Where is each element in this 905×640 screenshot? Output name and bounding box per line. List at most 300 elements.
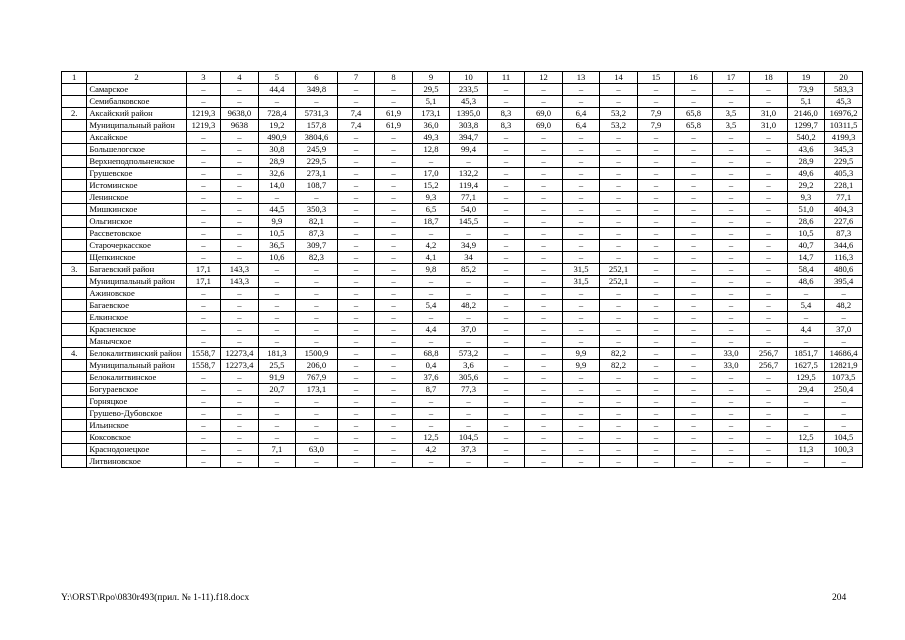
table-row — [62, 132, 863, 144]
value-cell: – — [637, 180, 675, 192]
value-cell: 5,4 — [787, 300, 825, 312]
value-cell: – — [675, 240, 713, 252]
value-cell: – — [487, 96, 525, 108]
value-cell: – — [525, 312, 563, 324]
value-cell: – — [675, 300, 713, 312]
value-cell: 32,6 — [258, 168, 296, 180]
value-cell: – — [337, 372, 375, 384]
value-cell: – — [525, 288, 563, 300]
value-cell: – — [675, 408, 713, 420]
value-cell: 53,2 — [600, 120, 638, 132]
value-cell: 344,6 — [825, 240, 863, 252]
value-cell: 34,9 — [450, 240, 488, 252]
value-cell: – — [562, 228, 600, 240]
table-row — [62, 264, 863, 276]
value-cell: 20,7 — [258, 384, 296, 396]
value-cell: – — [296, 456, 338, 468]
value-cell: – — [375, 216, 413, 228]
value-cell: 7,4 — [337, 108, 375, 120]
value-cell: – — [296, 432, 338, 444]
value-cell: – — [750, 336, 788, 348]
value-cell: – — [337, 264, 375, 276]
value-cell: 4,2 — [412, 240, 450, 252]
value-cell: – — [675, 204, 713, 216]
value-cell: – — [221, 372, 259, 384]
header-cell: 17 — [712, 72, 750, 84]
value-cell: 206,0 — [296, 360, 338, 372]
value-cell: – — [712, 228, 750, 240]
value-cell: – — [375, 180, 413, 192]
table-row — [62, 456, 863, 468]
row-number-cell — [62, 300, 87, 312]
value-cell: – — [675, 144, 713, 156]
page-number: 204 — [832, 593, 847, 603]
value-cell: – — [562, 396, 600, 408]
value-cell: 143,3 — [221, 264, 259, 276]
value-cell: – — [525, 180, 563, 192]
value-cell: – — [337, 204, 375, 216]
value-cell: – — [750, 288, 788, 300]
header-cell: 9 — [412, 72, 450, 84]
value-cell: – — [450, 156, 488, 168]
value-cell: – — [675, 228, 713, 240]
value-cell: – — [675, 336, 713, 348]
value-cell: – — [675, 432, 713, 444]
territory-name-cell: Ильинское — [87, 420, 186, 432]
value-cell: – — [450, 420, 488, 432]
value-cell: – — [637, 408, 675, 420]
value-cell: 129,5 — [787, 372, 825, 384]
value-cell: – — [186, 384, 220, 396]
header-cell: 4 — [221, 72, 259, 84]
value-cell: – — [525, 324, 563, 336]
value-cell: 309,7 — [296, 240, 338, 252]
row-number-cell — [62, 228, 87, 240]
value-cell: – — [600, 372, 638, 384]
value-cell: – — [712, 420, 750, 432]
value-cell: – — [186, 144, 220, 156]
value-cell: – — [750, 420, 788, 432]
value-cell: – — [375, 84, 413, 96]
value-cell: – — [675, 96, 713, 108]
value-cell: 30,8 — [258, 144, 296, 156]
value-cell: 9,3 — [412, 192, 450, 204]
row-number-cell — [62, 216, 87, 228]
value-cell: – — [337, 216, 375, 228]
value-cell: – — [221, 396, 259, 408]
value-cell: – — [750, 192, 788, 204]
value-cell: 12821,9 — [825, 360, 863, 372]
value-cell: 480,6 — [825, 264, 863, 276]
value-cell: 395,4 — [825, 276, 863, 288]
value-cell: – — [712, 240, 750, 252]
table-row — [62, 168, 863, 180]
value-cell: – — [750, 444, 788, 456]
row-number-cell: 3. — [62, 264, 87, 276]
value-cell: 69,0 — [525, 108, 563, 120]
value-cell: – — [637, 396, 675, 408]
value-cell: – — [296, 192, 338, 204]
value-cell: – — [450, 276, 488, 288]
value-cell: – — [600, 396, 638, 408]
value-cell: – — [637, 456, 675, 468]
value-cell: – — [712, 444, 750, 456]
value-cell: 3,5 — [712, 120, 750, 132]
value-cell: – — [675, 288, 713, 300]
value-cell: 173,1 — [412, 108, 450, 120]
value-cell: – — [221, 408, 259, 420]
table-row — [62, 216, 863, 228]
value-cell: – — [337, 456, 375, 468]
value-cell: – — [600, 96, 638, 108]
value-cell: – — [750, 144, 788, 156]
value-cell: 77,1 — [825, 192, 863, 204]
value-cell: – — [258, 408, 296, 420]
value-cell: – — [375, 276, 413, 288]
value-cell: – — [412, 288, 450, 300]
value-cell: – — [375, 312, 413, 324]
value-cell: – — [221, 240, 259, 252]
value-cell: – — [186, 96, 220, 108]
value-cell: – — [258, 396, 296, 408]
value-cell: – — [637, 84, 675, 96]
value-cell: 767,9 — [296, 372, 338, 384]
value-cell: – — [525, 84, 563, 96]
value-cell: – — [675, 192, 713, 204]
value-cell: – — [750, 204, 788, 216]
value-cell: 143,3 — [221, 276, 259, 288]
value-cell: 87,3 — [825, 228, 863, 240]
row-number-cell — [62, 372, 87, 384]
value-cell: 9638,0 — [221, 108, 259, 120]
value-cell: – — [600, 156, 638, 168]
value-cell: – — [750, 276, 788, 288]
value-cell: – — [450, 228, 488, 240]
value-cell: 8,7 — [412, 384, 450, 396]
value-cell: – — [221, 144, 259, 156]
value-cell: 82,2 — [600, 348, 638, 360]
value-cell: 44,4 — [258, 84, 296, 96]
value-cell: – — [221, 204, 259, 216]
value-cell: – — [487, 168, 525, 180]
value-cell: – — [562, 96, 600, 108]
value-cell: – — [337, 168, 375, 180]
value-cell: – — [296, 336, 338, 348]
header-cell: 3 — [186, 72, 220, 84]
value-cell: – — [750, 372, 788, 384]
value-cell: 77,3 — [450, 384, 488, 396]
value-cell: – — [525, 276, 563, 288]
value-cell: – — [787, 336, 825, 348]
value-cell: – — [750, 180, 788, 192]
value-cell: 51,0 — [787, 204, 825, 216]
value-cell: 16976,2 — [825, 108, 863, 120]
file-path: Y:\ORST\Rpo\0830r493(прил. № 1-11).f18.docx — [61, 593, 250, 603]
territory-name-cell: Багаевский район — [87, 264, 186, 276]
value-cell: – — [296, 324, 338, 336]
value-cell: – — [712, 132, 750, 144]
value-cell: – — [412, 312, 450, 324]
value-cell: – — [600, 192, 638, 204]
value-cell: – — [337, 288, 375, 300]
value-cell: 228,1 — [825, 180, 863, 192]
value-cell: 173,1 — [296, 384, 338, 396]
value-cell: 349,8 — [296, 84, 338, 96]
value-cell: – — [186, 444, 220, 456]
value-cell: – — [675, 312, 713, 324]
value-cell: – — [375, 228, 413, 240]
value-cell: 1627,5 — [787, 360, 825, 372]
value-cell: – — [487, 420, 525, 432]
header-cell: 11 — [487, 72, 525, 84]
value-cell: – — [375, 324, 413, 336]
value-cell: – — [450, 456, 488, 468]
row-number-cell — [62, 144, 87, 156]
value-cell: – — [675, 396, 713, 408]
value-cell: – — [412, 408, 450, 420]
value-cell: – — [337, 252, 375, 264]
value-cell: – — [712, 408, 750, 420]
territory-name-cell: Верхнеподпольненское — [87, 156, 186, 168]
value-cell: – — [412, 396, 450, 408]
value-cell: – — [375, 132, 413, 144]
value-cell: – — [562, 324, 600, 336]
value-cell: – — [750, 168, 788, 180]
value-cell: 303,8 — [450, 120, 488, 132]
territory-name-cell: Мишкинское — [87, 204, 186, 216]
value-cell: 82,1 — [296, 216, 338, 228]
value-cell: 63,0 — [296, 444, 338, 456]
value-cell: – — [712, 300, 750, 312]
value-cell: 305,6 — [450, 372, 488, 384]
value-cell: – — [712, 96, 750, 108]
value-cell: 45,3 — [825, 96, 863, 108]
value-cell: – — [562, 180, 600, 192]
territory-name-cell: Белокалитвинское — [87, 372, 186, 384]
value-cell: – — [375, 204, 413, 216]
value-cell: – — [221, 180, 259, 192]
value-cell: – — [600, 180, 638, 192]
value-cell: – — [637, 156, 675, 168]
value-cell: 1073,5 — [825, 372, 863, 384]
territory-name-cell: Белокалитвинский район — [87, 348, 186, 360]
value-cell: – — [450, 408, 488, 420]
value-cell: – — [375, 336, 413, 348]
value-cell: 100,3 — [825, 444, 863, 456]
value-cell: – — [562, 444, 600, 456]
row-number-cell — [62, 408, 87, 420]
value-cell: 6,4 — [562, 108, 600, 120]
value-cell: – — [787, 420, 825, 432]
value-cell: 5,4 — [412, 300, 450, 312]
header-cell: 5 — [258, 72, 296, 84]
value-cell: – — [186, 396, 220, 408]
value-cell: – — [375, 96, 413, 108]
table-row — [62, 432, 863, 444]
table-row — [62, 444, 863, 456]
value-cell: – — [258, 96, 296, 108]
value-cell: – — [221, 420, 259, 432]
value-cell: – — [525, 216, 563, 228]
table-row — [62, 120, 863, 132]
value-cell: – — [750, 432, 788, 444]
value-cell: 8,3 — [487, 108, 525, 120]
value-cell: – — [296, 312, 338, 324]
value-cell: – — [712, 384, 750, 396]
value-cell: – — [675, 264, 713, 276]
value-cell: – — [600, 216, 638, 228]
value-cell: 36,0 — [412, 120, 450, 132]
row-number-cell — [62, 384, 87, 396]
value-cell: – — [487, 204, 525, 216]
value-cell: 28,9 — [258, 156, 296, 168]
value-cell: – — [675, 372, 713, 384]
row-number-cell — [62, 96, 87, 108]
value-cell: 61,9 — [375, 120, 413, 132]
value-cell: 53,2 — [600, 108, 638, 120]
row-number-cell — [62, 420, 87, 432]
value-cell: – — [487, 408, 525, 420]
value-cell: – — [258, 432, 296, 444]
value-cell: – — [375, 408, 413, 420]
value-cell: – — [487, 432, 525, 444]
territory-name-cell: Аксайский район — [87, 108, 186, 120]
value-cell: – — [562, 384, 600, 396]
value-cell: 1558,7 — [186, 360, 220, 372]
value-cell: – — [337, 144, 375, 156]
value-cell: 252,1 — [600, 276, 638, 288]
value-cell: 4,1 — [412, 252, 450, 264]
value-cell: – — [186, 336, 220, 348]
value-cell: – — [487, 456, 525, 468]
value-cell: – — [450, 288, 488, 300]
value-cell: – — [412, 420, 450, 432]
territory-name-cell: Елкинское — [87, 312, 186, 324]
value-cell: – — [600, 300, 638, 312]
value-cell: – — [221, 156, 259, 168]
header-cell: 1 — [62, 72, 87, 84]
value-cell: 87,3 — [296, 228, 338, 240]
value-cell: – — [258, 312, 296, 324]
value-cell: – — [637, 432, 675, 444]
value-cell: – — [296, 288, 338, 300]
value-cell: – — [412, 228, 450, 240]
table-row — [62, 84, 863, 96]
table-row — [62, 240, 863, 252]
value-cell: – — [525, 300, 563, 312]
value-cell: – — [600, 240, 638, 252]
value-cell: – — [375, 240, 413, 252]
value-cell: 4,4 — [787, 324, 825, 336]
value-cell: – — [337, 180, 375, 192]
value-cell: – — [787, 396, 825, 408]
value-cell: 1299,7 — [787, 120, 825, 132]
table-row — [62, 252, 863, 264]
value-cell: – — [637, 132, 675, 144]
territory-name-cell: Богураевское — [87, 384, 186, 396]
value-cell: 405,3 — [825, 168, 863, 180]
value-cell: – — [337, 348, 375, 360]
value-cell: – — [258, 336, 296, 348]
value-cell: – — [525, 336, 563, 348]
value-cell: 345,3 — [825, 144, 863, 156]
header-cell: 19 — [787, 72, 825, 84]
value-cell: – — [337, 228, 375, 240]
value-cell: – — [375, 360, 413, 372]
value-cell: – — [258, 276, 296, 288]
value-cell: – — [637, 384, 675, 396]
value-cell: – — [675, 444, 713, 456]
value-cell: 10,6 — [258, 252, 296, 264]
value-cell: 48,2 — [825, 300, 863, 312]
value-cell: – — [600, 252, 638, 264]
header-cell: 20 — [825, 72, 863, 84]
value-cell: – — [675, 216, 713, 228]
table-row — [62, 348, 863, 360]
value-cell: – — [750, 396, 788, 408]
value-cell: – — [375, 156, 413, 168]
value-cell: – — [712, 312, 750, 324]
value-cell: – — [487, 132, 525, 144]
territory-name-cell: Краснодонецкое — [87, 444, 186, 456]
value-cell: – — [337, 96, 375, 108]
value-cell: – — [221, 324, 259, 336]
value-cell: 85,2 — [450, 264, 488, 276]
value-cell: – — [487, 312, 525, 324]
value-cell: – — [525, 252, 563, 264]
value-cell: – — [637, 192, 675, 204]
value-cell: – — [712, 456, 750, 468]
value-cell: 1500,9 — [296, 348, 338, 360]
territory-name-cell: Коксовское — [87, 432, 186, 444]
value-cell: – — [562, 336, 600, 348]
territory-name-cell: Семибалковское — [87, 96, 186, 108]
header-cell: 18 — [750, 72, 788, 84]
value-cell: – — [712, 336, 750, 348]
value-cell: – — [562, 144, 600, 156]
value-cell: 104,5 — [825, 432, 863, 444]
value-cell: – — [675, 156, 713, 168]
value-cell: 227,6 — [825, 216, 863, 228]
value-cell: 3,5 — [712, 108, 750, 120]
value-cell: – — [525, 432, 563, 444]
value-cell: – — [750, 84, 788, 96]
value-cell: – — [712, 276, 750, 288]
value-cell: – — [186, 432, 220, 444]
value-cell: – — [375, 372, 413, 384]
value-cell: – — [712, 372, 750, 384]
value-cell: – — [675, 168, 713, 180]
value-cell: – — [450, 336, 488, 348]
value-cell: – — [712, 324, 750, 336]
table-row — [62, 420, 863, 432]
value-cell: – — [412, 156, 450, 168]
table-row — [62, 228, 863, 240]
value-cell: – — [487, 156, 525, 168]
value-cell: 157,8 — [296, 120, 338, 132]
value-cell: 10,5 — [258, 228, 296, 240]
value-cell: 58,4 — [787, 264, 825, 276]
value-cell: – — [600, 432, 638, 444]
value-cell: – — [675, 276, 713, 288]
table-row — [62, 204, 863, 216]
value-cell: – — [221, 456, 259, 468]
table-row — [62, 360, 863, 372]
value-cell: – — [637, 252, 675, 264]
header-row — [62, 72, 863, 84]
value-cell: – — [375, 300, 413, 312]
value-cell: 250,4 — [825, 384, 863, 396]
